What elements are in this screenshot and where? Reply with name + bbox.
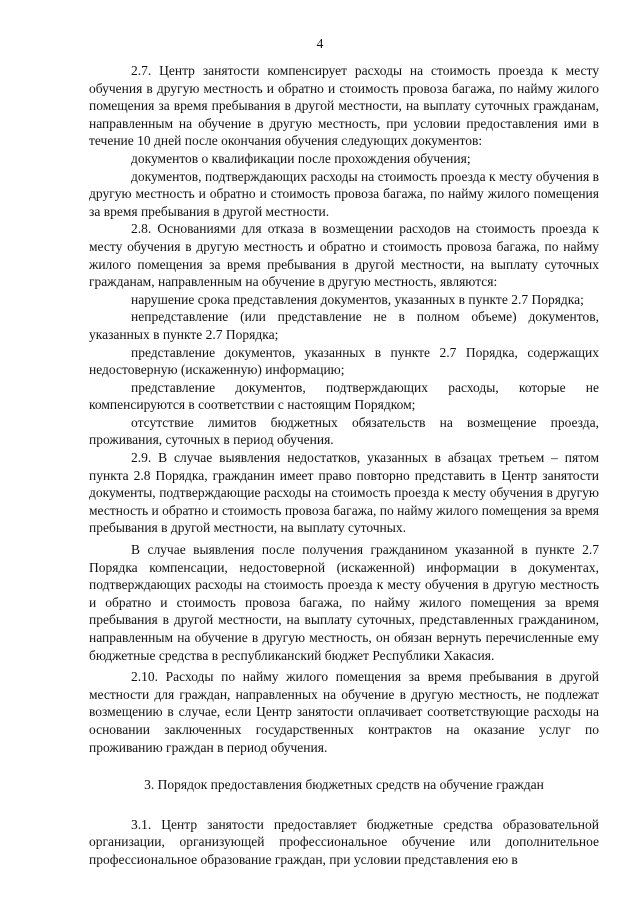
list-item: документов, подтверждающих расходы на стоимость проезда к месту обучения в другую местность и обратно и стоимость провоза багажа, по найму жилого помещения за время пребывания в другой местности. xyxy=(89,168,599,219)
paragraph-2-10: 2.10. Расходы по найму жилого помещения за время пребывания в другой местности для граждан, направленных на обучение в другую местность, не подлежат возмещению в случае, если Центр занятости оплачивает соответствующие расходы на основании заключенных государственных контрактов на оказание услуг по проживанию граждан в период обучения. xyxy=(89,669,599,755)
paragraph-3-1: 3.1. Центр занятости предоставляет бюджетные средства образовательной организации, организующей профессиональное обучение или дополнительное профессиональное образование граждан, при условии представления ею в xyxy=(89,816,599,867)
list-item: непредставление (или представление не в полном объеме) документов, указанных в пункте 2.7 Порядка; xyxy=(89,309,599,342)
list-item: документов о квалификации после прохождения обучения; xyxy=(131,150,471,166)
section-title: 3. Порядок предоставления бюджетных средств на обучение граждан xyxy=(144,777,544,793)
list-item: представление документов, подтверждающих расходы, которые не компенсируются в соответствии с настоящим Порядком; xyxy=(89,379,599,413)
list-item: представление документов, указанных в пункте 2.7 Порядка, содержащих недостоверную (искаженную) информацию; xyxy=(89,344,599,378)
paragraph-2-9-continued: В случае выявления после получения гражданином указанной в пункте 2.7 Порядка компенсации, недостоверной (искаженной) информации в документах, подтверждающих расходы на стоимость проезда к месту обучения в другую местность и обратно и стоимость провоза багажа, по найму жилого помещения за время пребывания в другой местности, на выплату суточных, представленных гражданином, направленным на обучение в другую местность, он обязан вернуть перечисленные ему бюджетные средства в республиканский бюджет Республики Хакасия. xyxy=(89,542,599,663)
document-body xyxy=(89,62,599,869)
list-item: отсутствие лимитов бюджетных обязательств на возмещение проезда, проживания, суточных в период обучения. xyxy=(89,414,599,448)
list-item: нарушение срока представления документов, указанных в пункте 2.7 Порядка; xyxy=(131,291,584,307)
paragraph-2-9: 2.9. В случае выявления недостатков, указанных в абзацах третьем – пятом пункта 2.8 Порядка, гражданин имеет право повторно представить в Центр занятости документы, подтверждающие расходы на стоимость проезда к месту обучения в другую местность и обратно и стоимость провоза багажа, по найму жилого помещения за время пребывания в другой местности, на выплату суточных. xyxy=(89,450,599,536)
paragraph-2-7: 2.7. Центр занятости компенсирует расходы на стоимость проезда к месту обучения в другую местность и обратно и стоимость провоза багажа, по найму жилого помещения за время пребывания в другой местности, на выплату суточных гражданам, направленным на обучение в другую местность, при условии предоставления ими в течение 10 дней после окончания обучения следующих документов: xyxy=(89,63,599,149)
paragraph-2-8: 2.8. Основаниями для отказа в возмещении расходов на стоимость проезда к месту обучения в другую местность и обратно и стоимость провоза багажа, по найму жилого помещения за время пребывания в другой местности, на выплату суточных гражданам, направленным на обучение в другую местность, являются: xyxy=(89,221,599,290)
page-number: 4 xyxy=(316,36,324,51)
